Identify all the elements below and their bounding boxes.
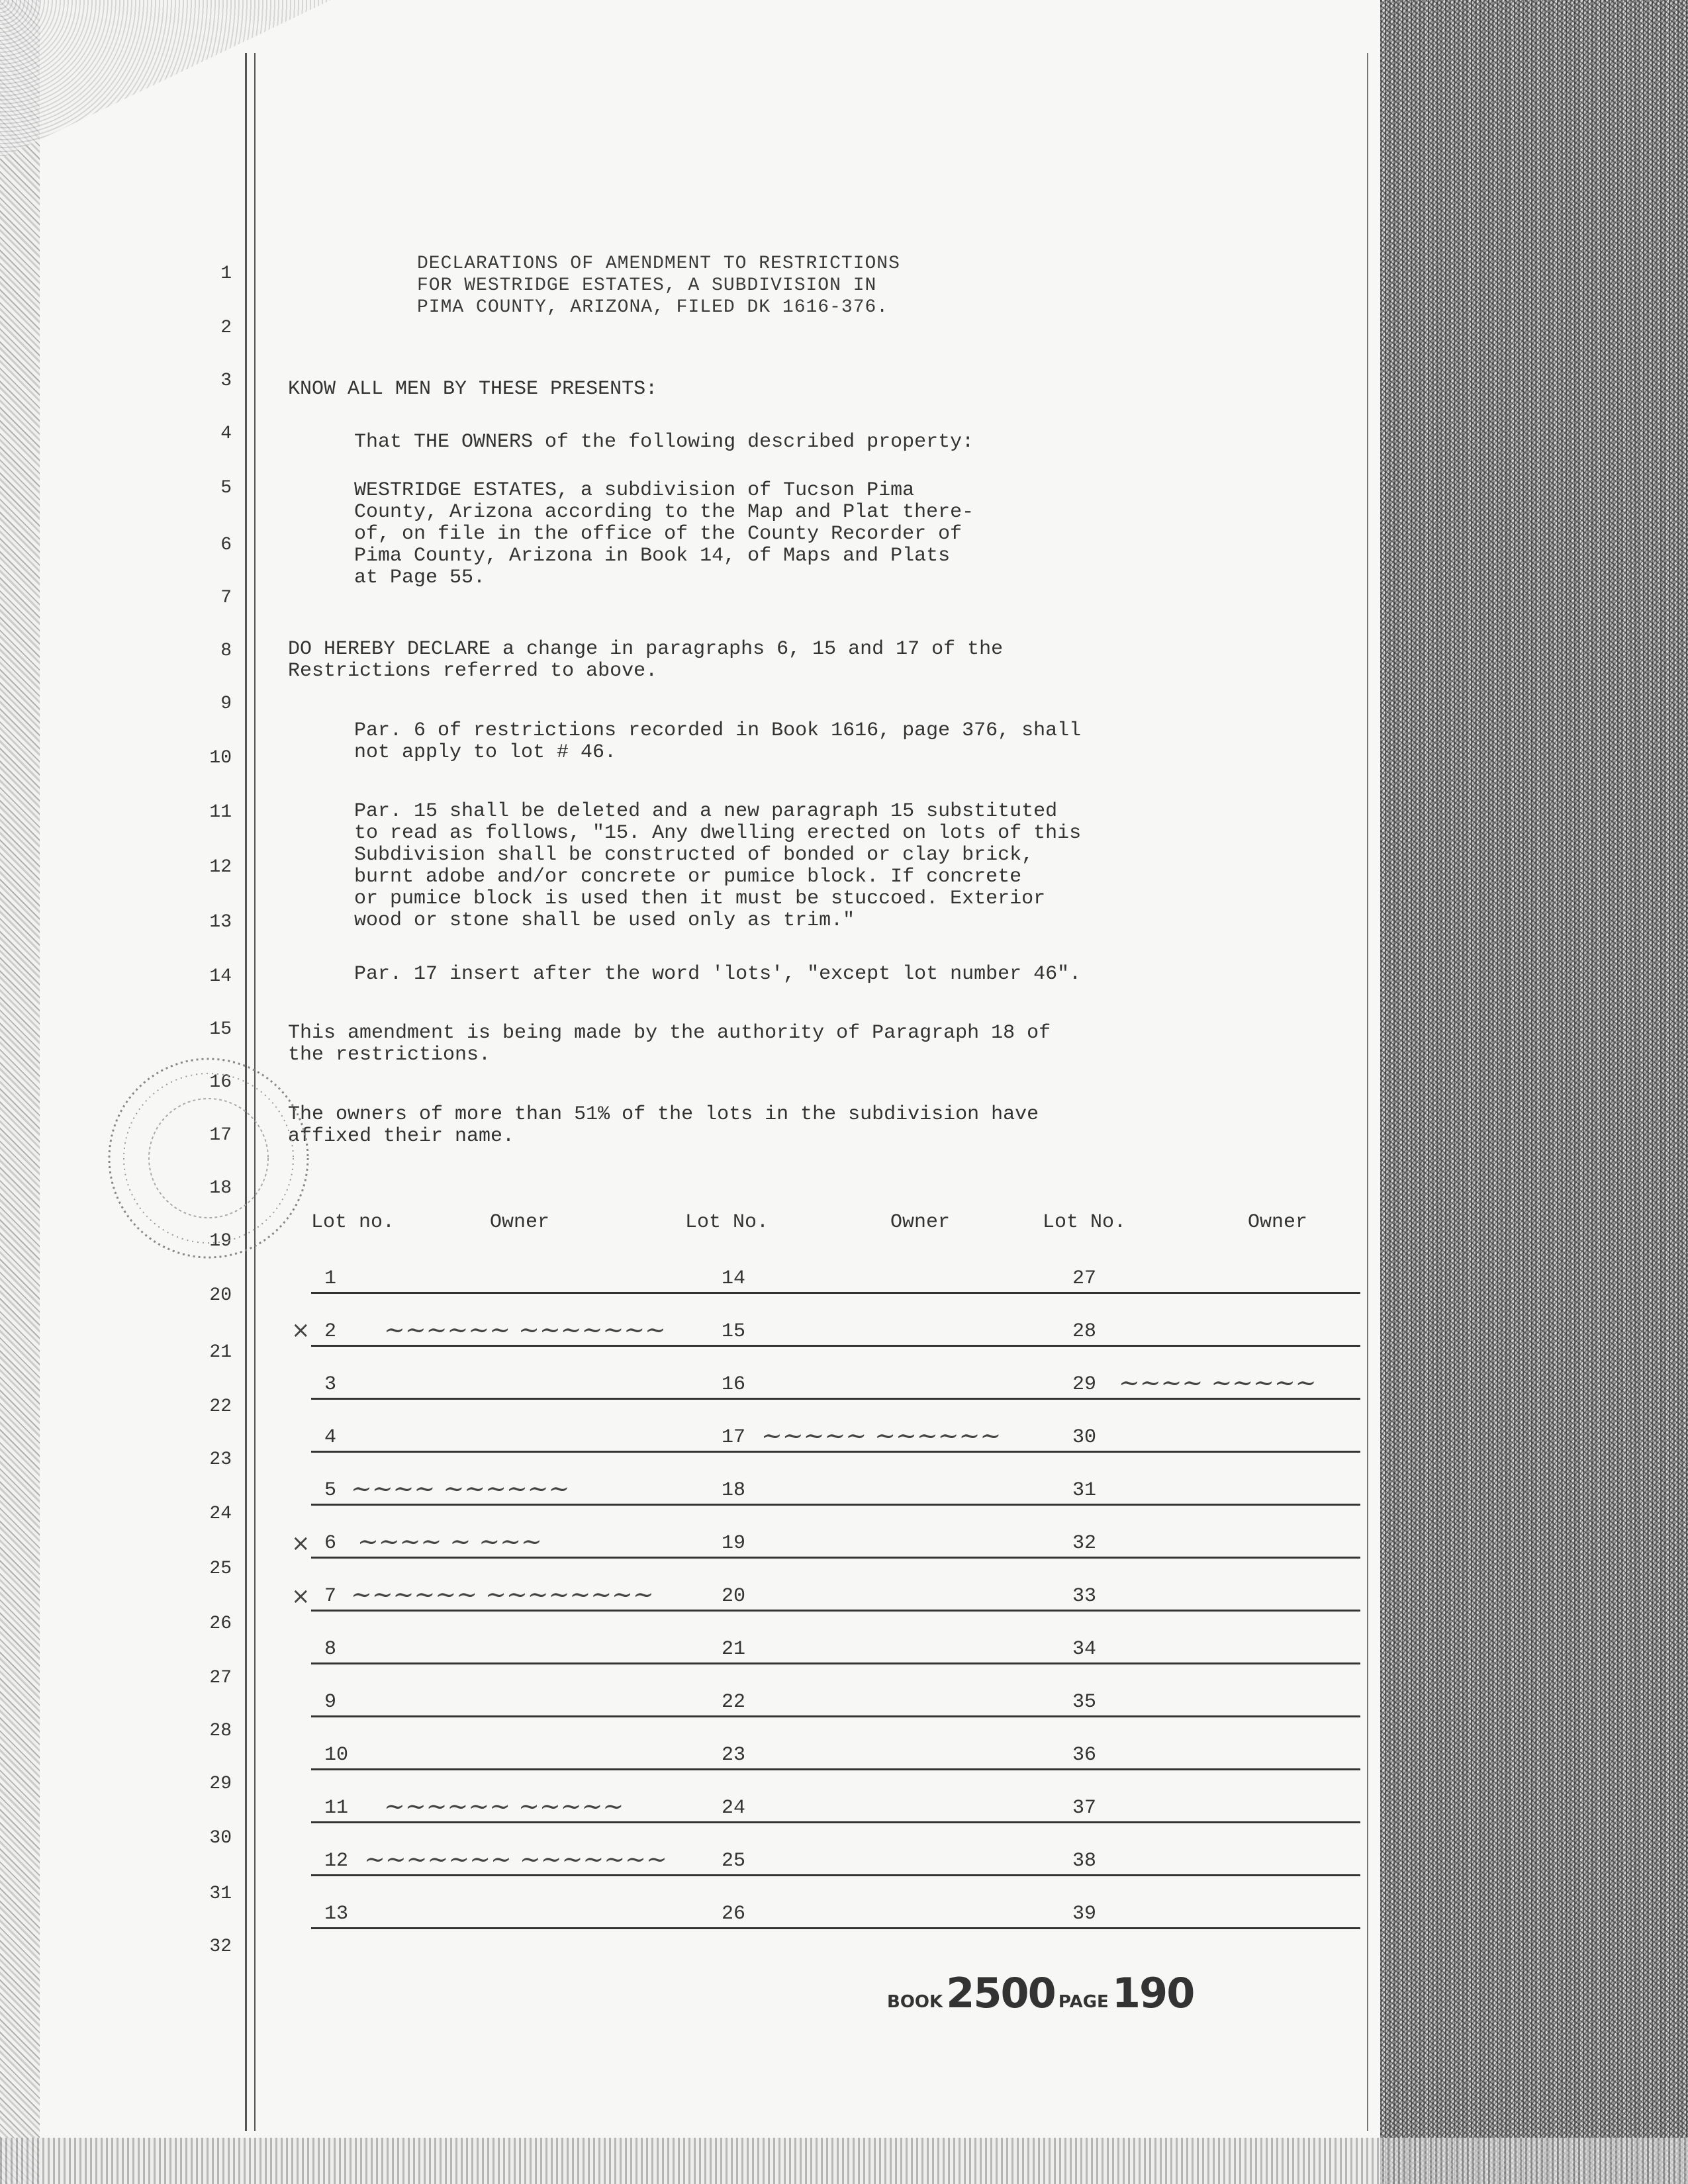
lot-number: 15	[722, 1320, 746, 1343]
line-number: 23	[209, 1449, 232, 1470]
line-number: 9	[220, 694, 232, 714]
declare-line: Restrictions referred to above.	[288, 660, 658, 682]
lot-number: 35	[1072, 1691, 1097, 1713]
line-number: 5	[220, 478, 232, 498]
x-mark-icon: ×	[291, 1583, 310, 1610]
x-mark-icon: ×	[291, 1317, 310, 1343]
lot-number: 26	[722, 1903, 746, 1925]
lot-number: 16	[722, 1373, 746, 1396]
table-row	[311, 1559, 1364, 1612]
lot-number: 3	[324, 1373, 337, 1396]
line-number: 7	[220, 588, 232, 608]
owner-signature-icon: ~~~~ ~~~~~~	[351, 1474, 570, 1503]
par15-line: burnt adobe and/or concrete or pumice block. If concrete	[354, 866, 1022, 888]
line-number: 28	[209, 1721, 232, 1741]
lot-number: 37	[1072, 1797, 1097, 1819]
lot-number: 25	[722, 1850, 746, 1872]
scan-edge-top	[0, 0, 331, 159]
line-number: 21	[209, 1342, 232, 1363]
table-row	[311, 1400, 1364, 1453]
table-row	[311, 1823, 1364, 1876]
line-number: 29	[209, 1774, 232, 1794]
book-label: BOOK	[887, 1992, 943, 2012]
table-row	[311, 1876, 1364, 1929]
lot-number: 18	[722, 1479, 746, 1502]
lot-number: 11	[324, 1797, 349, 1819]
par15-line: Par. 15 shall be deleted and a new paragraph 15 substituted	[354, 800, 1058, 823]
par6-line: not apply to lot # 46.	[354, 741, 617, 764]
line-number: 14	[209, 966, 232, 987]
line-number: 2	[220, 318, 232, 338]
header-lot-no: Lot No.	[685, 1211, 769, 1234]
table-row	[311, 1294, 1364, 1347]
title-line: PIMA COUNTY, ARIZONA, FILED DK 1616-376.	[417, 297, 889, 318]
table-row	[311, 1717, 1364, 1770]
owners-affixed-line: affixed their name.	[288, 1125, 515, 1148]
lot-number: 2	[324, 1320, 337, 1343]
line-number: 10	[209, 748, 232, 768]
lot-number: 12	[324, 1850, 349, 1872]
authority-line: This amendment is being made by the authority of Paragraph 18 of	[288, 1022, 1051, 1044]
header-owner: Owner	[1248, 1211, 1308, 1234]
par15-line: Subdivision shall be constructed of bonded or clay brick,	[354, 844, 1034, 866]
line-number: 12	[209, 857, 232, 878]
par17-line: Par. 17 insert after the word 'lots', "except lot number 46".	[354, 963, 1082, 985]
line-number: 32	[209, 1936, 232, 1957]
owner-signature-icon: ~~~~~~ ~~~~~~~~	[351, 1580, 654, 1609]
lot-number: 38	[1072, 1850, 1097, 1872]
line-number: 31	[209, 1884, 232, 1904]
owner-signature-icon: ~~~~ ~~~~~	[1119, 1368, 1317, 1397]
x-mark-icon: ×	[291, 1530, 310, 1557]
lot-number: 6	[324, 1532, 337, 1555]
lot-number: 10	[324, 1744, 349, 1766]
owners-line: That THE OWNERS of the following described property:	[354, 431, 974, 453]
header-lot-no: Lot no.	[311, 1211, 395, 1234]
line-number: 1	[220, 263, 232, 284]
line-number: 6	[220, 535, 232, 555]
lot-number: 9	[324, 1691, 337, 1713]
scan-edge-bottom	[0, 2138, 1688, 2184]
line-number: 22	[209, 1396, 232, 1417]
property-line: at Page 55.	[354, 567, 486, 589]
par15-line: to read as follows, "15. Any dwelling erected on lots of this	[354, 822, 1082, 844]
page-number: 190	[1111, 1969, 1194, 2017]
lot-number: 33	[1072, 1585, 1097, 1608]
lot-number: 21	[722, 1638, 746, 1661]
line-number: 18	[209, 1178, 232, 1199]
line-number: 3	[220, 371, 232, 391]
lot-number: 28	[1072, 1320, 1097, 1343]
lot-number: 5	[324, 1479, 337, 1502]
table-row	[311, 1770, 1364, 1823]
property-line: Pima County, Arizona in Book 14, of Maps and Plats	[354, 545, 951, 567]
lot-number: 19	[722, 1532, 746, 1555]
property-line: WESTRIDGE ESTATES, a subdivision of Tucson Pima	[354, 479, 915, 502]
owner-signature-icon: ~~~~ ~ ~~~	[357, 1527, 542, 1556]
authority-line: the restrictions.	[288, 1044, 491, 1066]
lot-number: 8	[324, 1638, 337, 1661]
lot-number: 27	[1072, 1267, 1097, 1290]
header-owner: Owner	[890, 1211, 951, 1234]
notary-seal-icon	[96, 1032, 314, 1277]
lot-number: 29	[1072, 1373, 1097, 1396]
line-number: 11	[209, 802, 232, 823]
lot-number: 20	[722, 1585, 746, 1608]
title-line: FOR WESTRIDGE ESTATES, A SUBDIVISION IN	[417, 275, 877, 296]
header-lot-no: Lot No.	[1043, 1211, 1127, 1234]
table-row	[311, 1241, 1364, 1294]
line-number: 8	[220, 641, 232, 661]
par15-line: or pumice block is used then it must be stuccoed. Exterior	[354, 887, 1046, 910]
owner-signature-icon: ~~~~~~~ ~~~~~~~	[364, 1844, 667, 1874]
declare-line: DO HEREBY DECLARE a change in paragraphs 6, 15 and 17 of the	[288, 638, 1004, 660]
book-number: 2500	[946, 1969, 1055, 2017]
par15-line: wood or stone shall be used only as trim."	[354, 909, 855, 932]
line-number: 30	[209, 1828, 232, 1848]
lot-number: 4	[324, 1426, 337, 1449]
property-line: of, on file in the office of the County Recorder of	[354, 523, 962, 545]
table-row	[311, 1347, 1364, 1400]
lot-number: 17	[722, 1426, 746, 1449]
line-number: 25	[209, 1559, 232, 1579]
line-number: 16	[209, 1072, 232, 1093]
scan-edge-right	[1380, 0, 1688, 2184]
lot-number: 36	[1072, 1744, 1097, 1766]
title-line: DECLARATIONS OF AMENDMENT TO RESTRICTIONS	[417, 253, 900, 274]
line-number: 26	[209, 1614, 232, 1634]
book-page-stamp	[887, 1969, 1194, 2017]
property-line: County, Arizona according to the Map and Plat there-	[354, 501, 974, 523]
lot-number: 31	[1072, 1479, 1097, 1502]
lot-number: 23	[722, 1744, 746, 1766]
lot-number: 39	[1072, 1903, 1097, 1925]
document-title	[417, 253, 1211, 318]
signature-line	[311, 1927, 1360, 1929]
lot-number: 24	[722, 1797, 746, 1819]
line-number: 20	[209, 1285, 232, 1306]
intro-line: KNOW ALL MEN BY THESE PRESENTS:	[288, 378, 658, 400]
lot-number: 34	[1072, 1638, 1097, 1661]
line-number: 27	[209, 1668, 232, 1688]
scan-edge-left	[0, 0, 40, 2184]
lot-number: 22	[722, 1691, 746, 1713]
line-number: 17	[209, 1125, 232, 1146]
header-owner: Owner	[490, 1211, 550, 1234]
margin-line-right	[1367, 53, 1368, 2131]
line-number: 15	[209, 1019, 232, 1040]
owner-signature-icon: ~~~~~~ ~~~~~~~	[384, 1315, 666, 1344]
table-row	[311, 1664, 1364, 1717]
owner-signature-icon: ~~~~~ ~~~~~~	[761, 1421, 1002, 1450]
table-row	[311, 1612, 1364, 1664]
lot-table-header	[301, 1211, 1367, 1238]
lot-number: 32	[1072, 1532, 1097, 1555]
lot-number: 13	[324, 1903, 349, 1925]
lot-number: 1	[324, 1267, 337, 1290]
lot-number: 30	[1072, 1426, 1097, 1449]
owner-signature-icon: ~~~~~~ ~~~~~	[384, 1792, 624, 1821]
lot-number: 7	[324, 1585, 337, 1608]
table-row	[311, 1453, 1364, 1506]
line-number: 13	[209, 912, 232, 933]
lot-number: 14	[722, 1267, 746, 1290]
line-number: 19	[209, 1231, 232, 1251]
owners-affixed-line: The owners of more than 51% of the lots in the subdivision have	[288, 1103, 1039, 1126]
line-number: 24	[209, 1504, 232, 1524]
line-number: 4	[220, 424, 232, 444]
par6-line: Par. 6 of restrictions recorded in Book 1616, page 376, shall	[354, 719, 1082, 742]
page-label: PAGE	[1058, 1992, 1109, 2012]
table-row	[311, 1506, 1364, 1559]
